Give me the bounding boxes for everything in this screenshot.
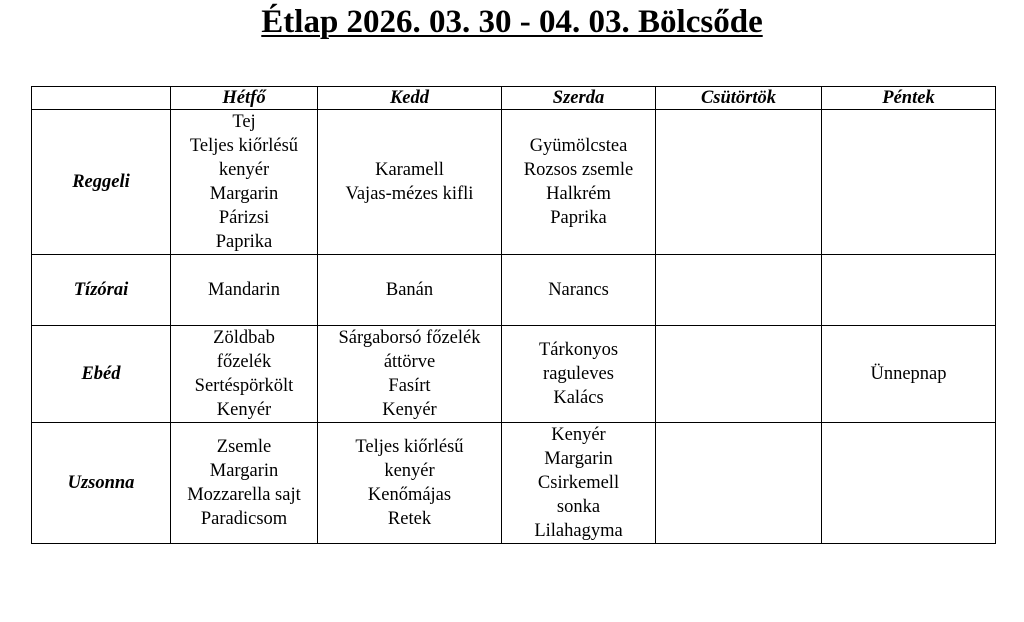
menu-item-line: Rozsos zsemle [523, 160, 634, 180]
menu-cell [656, 423, 822, 544]
menu-item-line: Fasírt [388, 376, 431, 396]
day-header-friday: Péntek [822, 87, 996, 110]
day-header-thursday: Csütörtök [656, 87, 822, 110]
meal-label-uzsonna: Uzsonna [32, 423, 171, 544]
menu-cell [171, 255, 318, 326]
menu-cell [318, 326, 502, 423]
menu-item-line: Paradicsom [200, 509, 288, 529]
menu-item-line: Kenyér [551, 425, 606, 445]
menu-item-line: Karamell [375, 160, 444, 180]
meal-row-tizorai [32, 255, 996, 326]
menu-item-line: Teljes kiőrlésű [189, 136, 299, 156]
header-row [32, 87, 996, 110]
day-header-wednesday: Szerda [502, 87, 656, 110]
menu-item-line: Gyümölcstea [529, 136, 628, 156]
menu-item-line: Kalács [553, 388, 604, 408]
menu-item-line: Mandarin [208, 280, 280, 300]
meal-label-reggeli: Reggeli [32, 110, 171, 255]
menu-item-line: raguleves [543, 364, 614, 384]
menu-item-line: Narancs [548, 280, 609, 300]
meal-row-reggeli [32, 110, 996, 255]
menu-item-line: Zsemle [216, 437, 272, 457]
corner-cell [32, 87, 171, 110]
menu-cell [502, 255, 656, 326]
menu-item-line: Margarin [209, 184, 279, 204]
menu-item-line: Ünnepnap [870, 364, 947, 384]
menu-item-line: Tej [232, 112, 256, 132]
day-header-tuesday: Kedd [318, 87, 502, 110]
menu-item-line: Teljes kiőrlésű [355, 437, 464, 457]
meal-row-ebed [32, 326, 996, 423]
menu-item-line: kenyér [218, 160, 270, 180]
menu-item-line: Mozzarella sajt [187, 485, 301, 505]
meal-label-ebed: Ebéd [32, 326, 171, 423]
menu-item-line: Lilahagyma [534, 521, 623, 541]
menu-item-line: sonka [556, 497, 601, 517]
menu-cell [171, 326, 318, 423]
day-header-monday: Hétfő [171, 87, 318, 110]
menu-cell [318, 255, 502, 326]
menu-cell [171, 110, 318, 255]
meal-row-uzsonna [32, 423, 996, 544]
menu-cell [822, 326, 996, 423]
menu-cell [656, 255, 822, 326]
menu-item-line: Kenyér [216, 400, 272, 420]
menu-item-line: Banán [385, 280, 434, 300]
menu-item-line: Sárgaborsó főzelék [338, 328, 481, 348]
menu-item-line: Zöldbab [213, 328, 275, 348]
menu-cell [656, 110, 822, 255]
menu-cell [318, 110, 502, 255]
menu-cell [502, 110, 656, 255]
menu-item-line: Sertéspörkölt [194, 376, 294, 396]
meal-label-tizorai: Tízórai [32, 255, 171, 326]
menu-item-line: Tárkonyos [538, 340, 619, 360]
menu-cell [822, 255, 996, 326]
menu-item-line: Paprika [215, 232, 273, 252]
menu-cell [822, 110, 996, 255]
menu-item-line: Halkrém [546, 184, 611, 204]
menu-item-line: Csirkemell [537, 473, 620, 493]
menu-item-line: Kenyér [382, 400, 437, 420]
page-title: Étlap 2026. 03. 30 - 04. 03. Bölcsőde [261, 4, 763, 40]
menu-item-line: Margarin [209, 461, 279, 481]
menu-item-line: kenyér [384, 461, 435, 481]
menu-item-line: Kenőmájas [367, 485, 452, 505]
menu-cell [822, 423, 996, 544]
menu-cell [502, 423, 656, 544]
menu-item-line: Margarin [544, 449, 613, 469]
menu-item-line: Retek [387, 509, 432, 529]
menu-cell [171, 423, 318, 544]
menu-cell [656, 326, 822, 423]
menu-item-line: Vajas-mézes kifli [345, 184, 474, 204]
menu-table [31, 86, 996, 544]
menu-item-line: áttörve [383, 352, 436, 372]
menu-item-line: főzelék [216, 352, 272, 372]
menu-item-line: Paprika [550, 208, 607, 228]
menu-cell [502, 326, 656, 423]
menu-cell [318, 423, 502, 544]
menu-item-line: Párizsi [218, 208, 270, 228]
